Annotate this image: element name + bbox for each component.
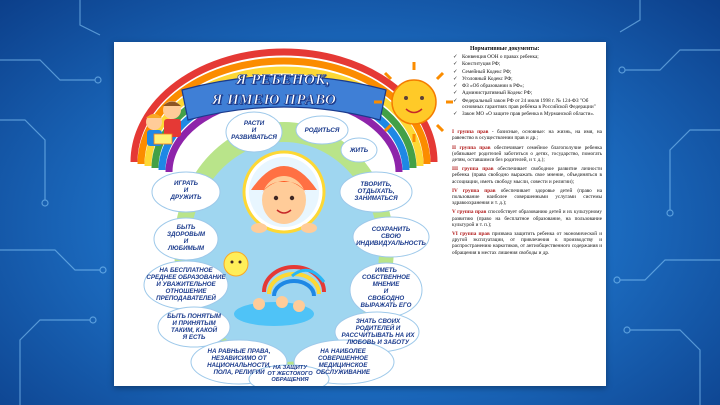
child-portrait-icon <box>244 152 324 233</box>
list-item: ✓ Конституция РФ; <box>453 61 501 68</box>
rights-group-3 <box>452 166 602 185</box>
list-item: ✓ Семейный Кодекс РФ; <box>453 68 512 75</box>
cloud-zhit: ЖИТЬ <box>349 147 369 154</box>
poster-banner-line1: Я РЕБЕНОК, <box>236 72 331 88</box>
checkmark-icon: ✓ <box>453 111 458 118</box>
document-slide <box>114 42 606 386</box>
rights-group-2 <box>452 145 602 164</box>
cloud-zdorovym: БЫТЬ ЗДОРОВЫМ И ЛЮБИМЫМ <box>166 224 205 252</box>
rights-group-5 <box>452 209 602 228</box>
rights-group-1 <box>452 129 602 141</box>
list-item: ✓ Административный Кодекс РФ; <box>453 90 533 97</box>
cloud-tvorit: ТВОРИТЬ, ОТДЫХАТЬ, ЗАНИМАТЬСЯ <box>354 181 398 202</box>
cloud-individ: СОХРАНИТЬ СВОЮ ИНДИВИДУАЛЬНОСТЬ <box>356 226 426 247</box>
cloud-igrat: ИГРАТЬ И ДРУЖИТЬ <box>170 180 202 201</box>
cloud-ponyatym: БЫТЬ ПОНЯТЫМ И ПРИНЯТЫМ ТАКИМ, КАКОЙ Я ЕСТЬ <box>167 313 221 341</box>
rights-groups <box>452 129 602 256</box>
poster-banner-line2: Я ИМЕЮ ПРАВО <box>212 92 337 108</box>
list-item: ✓ ФЗ «Об образовании в РФ»; <box>453 83 524 90</box>
cloud-roditsya: РОДИТЬСЯ <box>304 127 340 134</box>
children-rights-poster <box>114 42 454 386</box>
group-name: II группа прав <box>452 144 491 151</box>
group-text: - базисные, основные: на жизнь, на имя, на равенство в осуществлении прав и др.; <box>452 129 602 142</box>
group-text: обеспечивает свободное развитие личности ребенка (права свободно выражать свое мнение, объединяться в ассоциации, иметь свободу мысли, совести и религии); <box>452 166 602 185</box>
checkmark-icon: ✓ <box>453 97 458 104</box>
documents-list <box>452 54 602 117</box>
checkmark-icon: ✓ <box>453 61 458 68</box>
list-item: ✓ Конвенция ООН о правах ребенка; <box>453 54 539 60</box>
cloud-rasti: РАСТИ И РАЗВИВАТЬСЯ <box>231 120 277 141</box>
group-text: призвана защитить ребенка от экономической и другой эксплуатации, от привлечения к производству и распространению наркотиков, от антиобщественного содержания и обращения в местах лишения свободы и др. <box>452 231 602 256</box>
checkmark-icon: ✓ <box>453 54 458 60</box>
group-name: V группа прав <box>452 209 487 216</box>
cloud-medicina: НА НАИБОЛЕЕ СОВЕРШЕННОЕ МЕДИЦИНСКОЕ ОБСЛУЖИВАНИЕ <box>316 348 370 376</box>
group-name: I группа прав <box>452 129 489 136</box>
checkmark-icon: ✓ <box>453 68 458 75</box>
list-item: ✓ Федеральный закон РФ от 24 июля 1998 г. № 124-ФЗ "Об основных гарантиях прав ребёнка в Российской Федерации" <box>453 97 596 110</box>
list-item: ✓ Уголовный Кодекс РФ; <box>453 75 513 82</box>
group-name: IV группа прав <box>452 187 496 194</box>
checkmark-icon: ✓ <box>453 75 458 82</box>
normative-documents-panel <box>452 46 602 382</box>
cloud-roditeli: ЗНАТЬ СВОИХ РОДИТЕЛЕЙ И РАССЧИТЫВАТЬ НА ИХ ЛЮБОВЬ И ЗАБОТУ <box>341 318 415 346</box>
rights-group-4 <box>452 188 602 207</box>
group-name: III группа прав <box>452 166 494 173</box>
cloud-zaschita: НА ЗАЩИТУ ОТ ЖЕСТОКОГО ОБРАЩЕНИЯ <box>267 365 313 384</box>
group-text: обеспечивает здоровье детей (право на пользование наиболее совершенными услугами системы здравоохранения и т. д.); <box>452 187 602 207</box>
group-name: VI группа прав <box>452 231 490 237</box>
list-item: ✓ Закон МО «О защите прав ребенка в Мурманской области». <box>453 111 595 118</box>
checkmark-icon: ✓ <box>453 83 458 90</box>
rights-group-6 <box>452 231 602 256</box>
group-text: обеспечивает семейное благополучие ребенка (обязывает родителей заботиться о детях, государство, помогать детям, оставшимся без родителей, и т. д.); <box>452 144 602 163</box>
group-text: способствует образованию детей и их культурному развитию (право на бесплатное образование, на пользование культурой и т. п.); <box>452 209 602 228</box>
cloud-mnenie: ИМЕТЬ СОБСТВЕННОЕ МНЕНИЕ И СВОБОДНО ВЫРАЖАТЬ ЕГО <box>360 267 412 309</box>
cloud-ravnye: НА РАВНЫЕ ПРАВА, НЕЗАВИСИМО ОТ НАЦИОНАЛЬНОСТИ, ПОЛА, РЕЛИГИИ <box>207 348 271 376</box>
cloud-obrazovanie: НА БЕСПЛАТНОЕ СРЕДНЕЕ ОБРАЗОВАНИЕ И УВАЖИТЕЛЬНОЕ ОТНОШЕНИЕ ПРЕПОДАВАТЕЛЕЙ <box>146 267 226 302</box>
documents-title: Нормативные документы: <box>470 46 540 52</box>
checkmark-icon: ✓ <box>453 90 458 97</box>
